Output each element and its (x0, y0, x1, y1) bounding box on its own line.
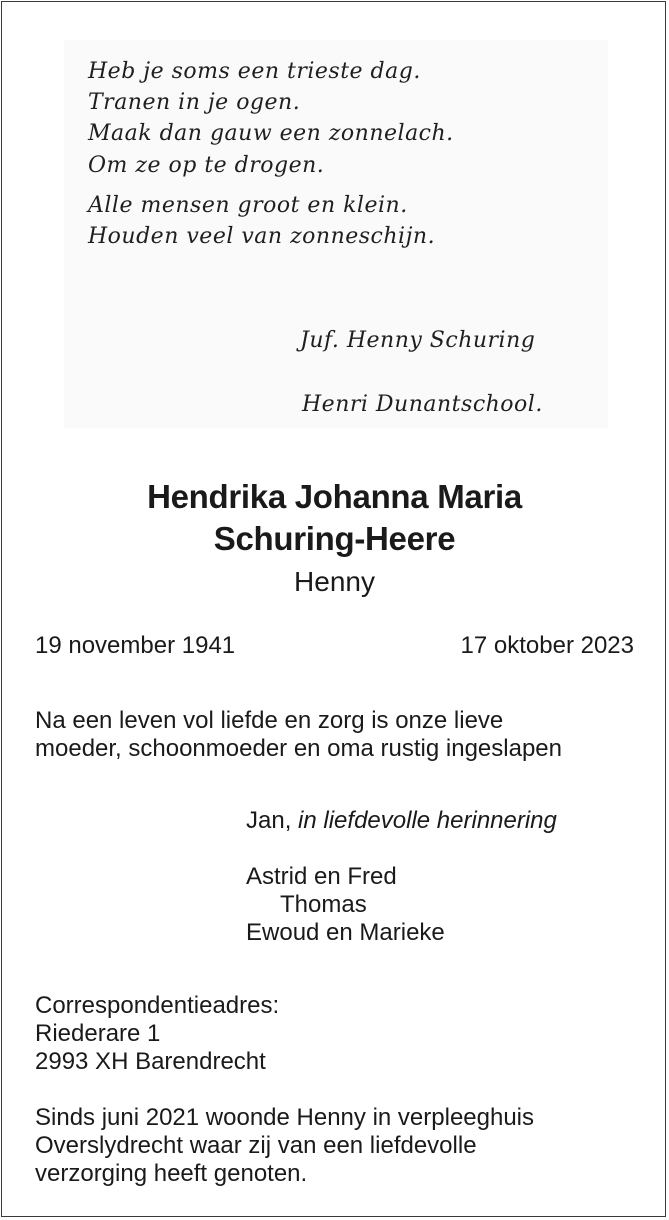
message-line: Na een leven vol liefde en zorg is onze lieve (35, 707, 504, 734)
deceased-name-line-1: Hendrika Johanna Maria (147, 478, 522, 515)
handwritten-poem (64, 40, 608, 428)
poem-signature: Juf. Henny Schuring (300, 328, 536, 353)
family-child: Ewoud en Marieke (246, 919, 445, 946)
partner-note: in liefdevolle herinnering (298, 807, 557, 834)
poem-line: Heb je soms een trieste dag. (88, 59, 421, 84)
poem-line: Maak dan gauw een zonnelach. (88, 121, 454, 146)
partner-name: Jan, (246, 807, 292, 834)
poem-line: Tranen in je ogen. (88, 90, 301, 115)
poem-line: Om ze op te drogen. (88, 153, 325, 178)
poem-line: Alle mensen groot en klein. (88, 193, 408, 218)
note-line: Overslydrecht waar zij van een liefdevolle (35, 1132, 477, 1159)
correspondence-label: Correspondentieadres: (35, 992, 280, 1019)
correspondence-street: Riederare 1 (35, 1020, 161, 1047)
family-partner (246, 807, 557, 835)
family-grandchild: Thomas (280, 891, 367, 918)
message-line: moeder, schoonmoeder en oma rustig ingeslapen (35, 735, 562, 762)
birth-date: 19 november 1941 (35, 632, 236, 659)
family-child: Astrid en Fred (246, 863, 397, 890)
deceased-name-line-2: Schuring-Heere (213, 520, 456, 557)
death-date: 17 oktober 2023 (460, 632, 634, 659)
poem-line: Houden veel van zonneschijn. (88, 224, 436, 249)
deceased-nickname: Henny (294, 566, 375, 597)
correspondence-city: 2993 XH Barendrecht (35, 1048, 266, 1075)
poem-school: Henri Dunantschool. (302, 392, 543, 417)
note-line: verzorging heeft genoten. (35, 1160, 308, 1187)
note-line: Sinds juni 2021 woonde Henny in verpleeghuis (35, 1104, 535, 1131)
